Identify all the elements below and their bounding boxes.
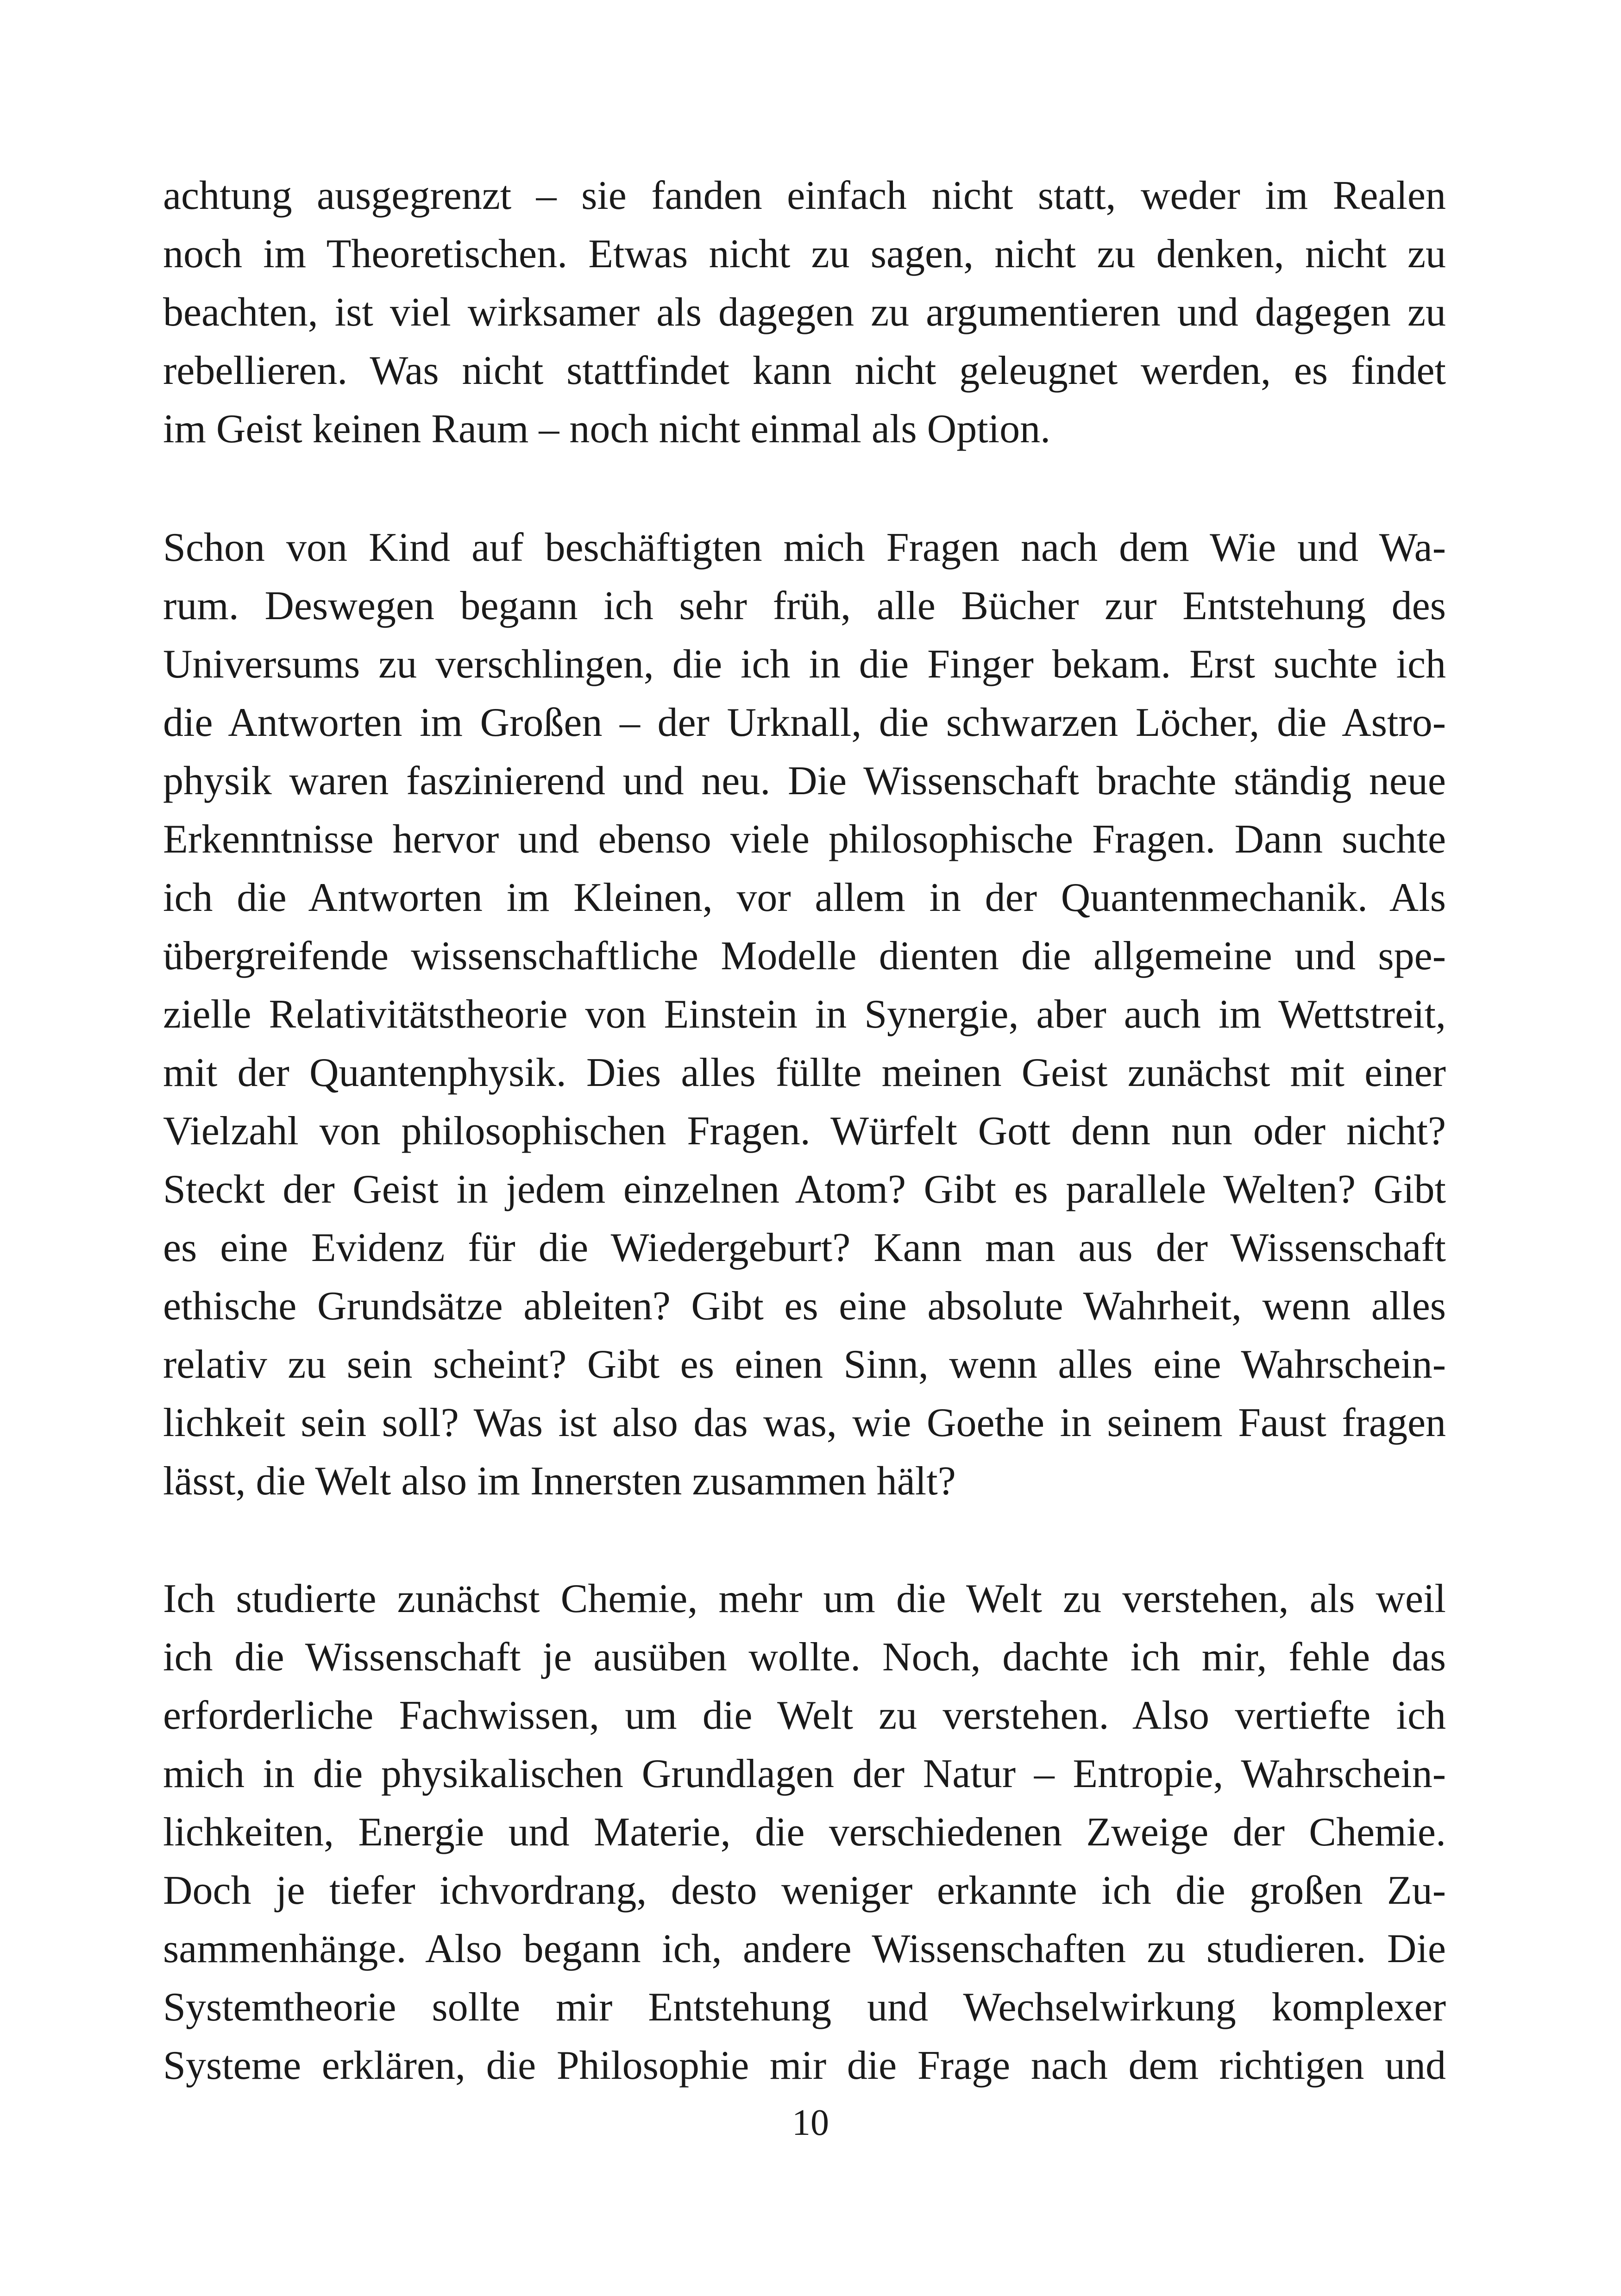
text-line: ich die Wissenschaft je ausüben wollte. Noch, dachte ich mir, fehle das (163, 1635, 1446, 1680)
text-line: Universums zu verschlingen, die ich in die Finger bekam. Erst suchte ich (163, 642, 1446, 687)
text-line: Steckt der Geist in jedem einzelnen Atom? Gibt es parallele Welten? Gibt (163, 1167, 1446, 1212)
text-line: lichkeit sein soll? Was ist also das was, wie Goethe in seinem Faust fragen (163, 1400, 1446, 1445)
page-number: 10 (792, 2102, 829, 2143)
text-line: lichkeiten, Energie und Materie, die verschiedenen Zweige der Chemie. (163, 1810, 1446, 1855)
text-line: Schon von Kind auf beschäftigten mich Fragen nach dem Wie und Wa- (163, 525, 1446, 570)
text-line: sammenhänge. Also begann ich, andere Wissenschaften zu studieren. Die (163, 1926, 1446, 1971)
text-line: zielle Relativitätstheorie von Einstein in Synergie, aber auch im Wettstreit, (163, 992, 1446, 1037)
text-line: achtung ausgegrenzt – sie fanden einfach nicht statt, weder im Realen (163, 173, 1446, 218)
text-line: ethische Grundsätze ableiten? Gibt es eine absolute Wahrheit, wenn alles (163, 1284, 1446, 1329)
paragraph-1 (163, 167, 1446, 458)
text-line: relativ zu sein scheint? Gibt es einen Sinn, wenn alles eine Wahrschein- (163, 1342, 1446, 1387)
text-line: physik waren faszinierend und neu. Die Wissenschaft brachte ständig neue (163, 759, 1446, 803)
text-line: rum. Deswegen begann ich sehr früh, alle Bücher zur Entstehung des (163, 583, 1446, 628)
text-line: erforderliche Fachwissen, um die Welt zu verstehen. Also vertiefte ich (163, 1693, 1446, 1738)
text-line: rebellieren. Was nicht stattfindet kann nicht geleugnet werden, es findet (163, 348, 1446, 393)
text-line: Doch je tiefer ichvordrang, desto weniger erkannte ich die großen Zu- (163, 1868, 1446, 1913)
text-line: Ich studierte zunächst Chemie, mehr um die Welt zu verstehen, als weil (163, 1576, 1446, 1621)
paragraph-2 (163, 519, 1446, 1511)
text-line: mit der Quantenphysik. Dies alles füllte meinen Geist zunächst mit einer (163, 1050, 1446, 1095)
text-line: im Geist keinen Raum – noch nicht einmal als Option. (163, 407, 1051, 452)
text-line: noch im Theoretischen. Etwas nicht zu sagen, nicht zu denken, nicht zu (163, 232, 1446, 276)
text-line: Systemtheorie sollte mir Entstehung und Wechselwirkung komplexer (163, 1985, 1446, 2030)
text-line: Systeme erklären, die Philosophie mir die Frage nach dem richtigen und (163, 2043, 1446, 2088)
text-line: lässt, die Welt also im Innersten zusammen hält? (163, 1459, 956, 1504)
text-line: beachten, ist viel wirksamer als dagegen zu argumentieren und dagegen zu (163, 290, 1446, 335)
paragraph-3 (163, 1570, 1446, 2095)
text-line: Erkenntnisse hervor und ebenso viele philosophische Fragen. Dann suchte (163, 817, 1446, 862)
text-line: die Antworten im Großen – der Urknall, die schwarzen Löcher, die Astro- (163, 700, 1446, 745)
text-line: übergreifende wissenschaftliche Modelle dienten die allgemeine und spe- (163, 934, 1446, 979)
text-line: ich die Antworten im Kleinen, vor allem in der Quantenmechanik. Als (163, 875, 1446, 920)
text-line: es eine Evidenz für die Wiedergeburt? Kann man aus der Wissenschaft (163, 1225, 1446, 1270)
text-line: mich in die physikalischen Grundlagen der Natur – Entropie, Wahrschein- (163, 1751, 1446, 1796)
text-line: Vielzahl von philosophischen Fragen. Würfelt Gott denn nun oder nicht? (163, 1109, 1446, 1154)
